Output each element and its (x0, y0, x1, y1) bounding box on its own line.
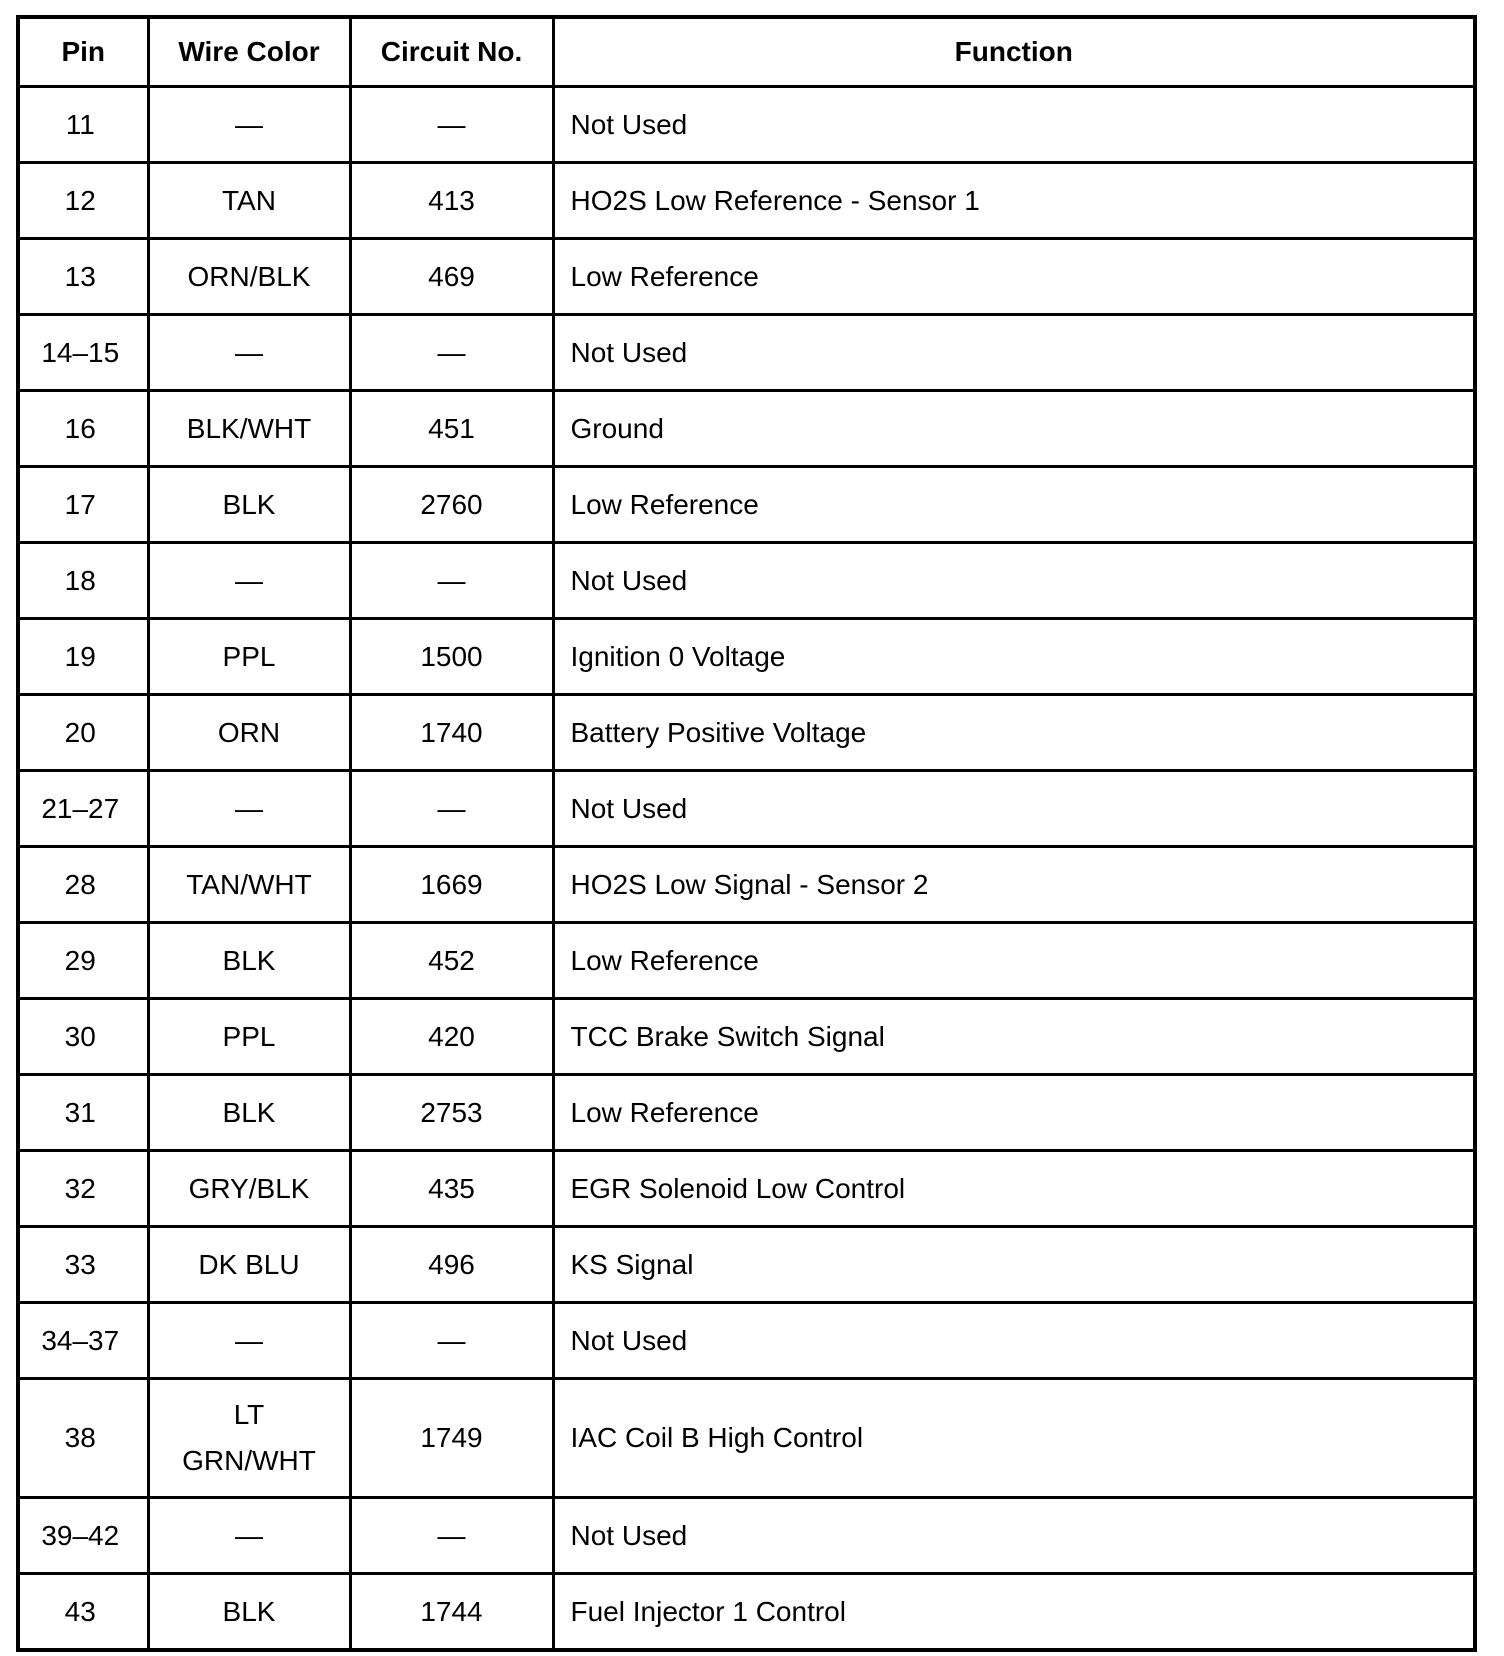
table-row (18, 847, 1475, 923)
header-function: Function (553, 17, 1475, 87)
table-row (18, 1227, 1475, 1303)
circuit-no-cell: 1749 (350, 1379, 553, 1498)
header-pin: Pin (18, 17, 148, 87)
pin-cell: 31 (18, 1075, 148, 1151)
circuit-no-cell: 1500 (350, 619, 553, 695)
header-wire-color: Wire Color (148, 17, 350, 87)
header-circuit-no: Circuit No. (350, 17, 553, 87)
table-row (18, 923, 1475, 999)
wire-color-line: LT (233, 1399, 265, 1430)
pin-cell: 33 (18, 1227, 148, 1303)
table-row (18, 771, 1475, 847)
pin-cell: 34–37 (18, 1303, 148, 1379)
table-row (18, 1151, 1475, 1227)
pin-cell: 16 (18, 391, 148, 467)
table-row (18, 1303, 1475, 1379)
wire-color-cell: — (148, 315, 350, 391)
pin-cell: 29 (18, 923, 148, 999)
pin-cell: 39–42 (18, 1498, 148, 1574)
pin-cell: 30 (18, 999, 148, 1075)
circuit-no-cell: 452 (350, 923, 553, 999)
function-cell: KS Signal (553, 1227, 1475, 1303)
wire-color-cell: — (148, 543, 350, 619)
circuit-no-cell: — (350, 87, 553, 163)
function-cell: HO2S Low Signal - Sensor 2 (553, 847, 1475, 923)
wire-color-cell: PPL (148, 999, 350, 1075)
function-cell: Not Used (553, 87, 1475, 163)
wire-color-cell: — (148, 1498, 350, 1574)
pin-cell: 38 (18, 1379, 148, 1498)
wire-color-cell: ORN/BLK (148, 239, 350, 315)
wire-color-cell: PPL (148, 619, 350, 695)
function-cell: Ignition 0 Voltage (553, 619, 1475, 695)
table-row (18, 467, 1475, 543)
circuit-no-cell: 420 (350, 999, 553, 1075)
table-row (18, 1574, 1475, 1651)
table-row (18, 239, 1475, 315)
function-cell: Not Used (553, 771, 1475, 847)
table-row (18, 1075, 1475, 1151)
function-cell: Low Reference (553, 923, 1475, 999)
wire-color-cell: BLK/WHT (148, 391, 350, 467)
table-row (18, 163, 1475, 239)
wire-color-cell: ORN (148, 695, 350, 771)
function-cell: Not Used (553, 1498, 1475, 1574)
wire-color-cell: — (148, 1303, 350, 1379)
wire-color-cell: BLK (148, 467, 350, 543)
circuit-no-cell: 496 (350, 1227, 553, 1303)
wire-color-cell: — (148, 771, 350, 847)
pin-cell: 13 (18, 239, 148, 315)
table-row (18, 695, 1475, 771)
pin-cell: 17 (18, 467, 148, 543)
pin-cell: 12 (18, 163, 148, 239)
function-cell: Not Used (553, 543, 1475, 619)
wire-color-cell: — (148, 87, 350, 163)
circuit-no-cell: 435 (350, 1151, 553, 1227)
circuit-no-cell: 2760 (350, 467, 553, 543)
wire-color-cell: BLK (148, 1574, 350, 1651)
function-cell: Low Reference (553, 239, 1475, 315)
circuit-no-cell: — (350, 543, 553, 619)
wire-color-cell: BLK (148, 923, 350, 999)
wire-color-cell: BLK (148, 1075, 350, 1151)
function-cell: Battery Positive Voltage (553, 695, 1475, 771)
wire-color-cell: TAN/WHT (148, 847, 350, 923)
circuit-no-cell: 1669 (350, 847, 553, 923)
pin-cell: 11 (18, 87, 148, 163)
function-cell: TCC Brake Switch Signal (553, 999, 1475, 1075)
connector-pinout-table (16, 15, 1477, 1652)
circuit-no-cell: — (350, 771, 553, 847)
table-row (18, 1498, 1475, 1574)
table-row (18, 315, 1475, 391)
circuit-no-cell: — (350, 315, 553, 391)
table-row (18, 619, 1475, 695)
function-cell: HO2S Low Reference - Sensor 1 (553, 163, 1475, 239)
circuit-no-cell: — (350, 1303, 553, 1379)
wire-color-cell: TAN (148, 163, 350, 239)
circuit-no-cell: 1740 (350, 695, 553, 771)
pin-cell: 19 (18, 619, 148, 695)
function-cell: Not Used (553, 1303, 1475, 1379)
wire-color-cell (148, 1379, 350, 1498)
table-row (18, 391, 1475, 467)
pin-cell: 43 (18, 1574, 148, 1651)
wire-color-cell: DK BLU (148, 1227, 350, 1303)
circuit-no-cell: 2753 (350, 1075, 553, 1151)
function-cell: Low Reference (553, 1075, 1475, 1151)
pin-cell: 14–15 (18, 315, 148, 391)
function-cell: Fuel Injector 1 Control (553, 1574, 1475, 1651)
pin-cell: 28 (18, 847, 148, 923)
pin-cell: 18 (18, 543, 148, 619)
circuit-no-cell: 469 (350, 239, 553, 315)
function-cell: Not Used (553, 315, 1475, 391)
pin-cell: 32 (18, 1151, 148, 1227)
table-row (18, 999, 1475, 1075)
function-cell: Low Reference (553, 467, 1475, 543)
wire-color-line: GRN/WHT (182, 1445, 316, 1476)
circuit-no-cell: 1744 (350, 1574, 553, 1651)
function-cell: Ground (553, 391, 1475, 467)
table-row (18, 87, 1475, 163)
function-cell: EGR Solenoid Low Control (553, 1151, 1475, 1227)
function-cell: IAC Coil B High Control (553, 1379, 1475, 1498)
wire-color-cell: GRY/BLK (148, 1151, 350, 1227)
circuit-no-cell: — (350, 1498, 553, 1574)
pin-cell: 20 (18, 695, 148, 771)
table-row (18, 543, 1475, 619)
pin-cell: 21–27 (18, 771, 148, 847)
table-row (18, 1379, 1475, 1498)
circuit-no-cell: 413 (350, 163, 553, 239)
table-header-row (18, 17, 1475, 87)
circuit-no-cell: 451 (350, 391, 553, 467)
